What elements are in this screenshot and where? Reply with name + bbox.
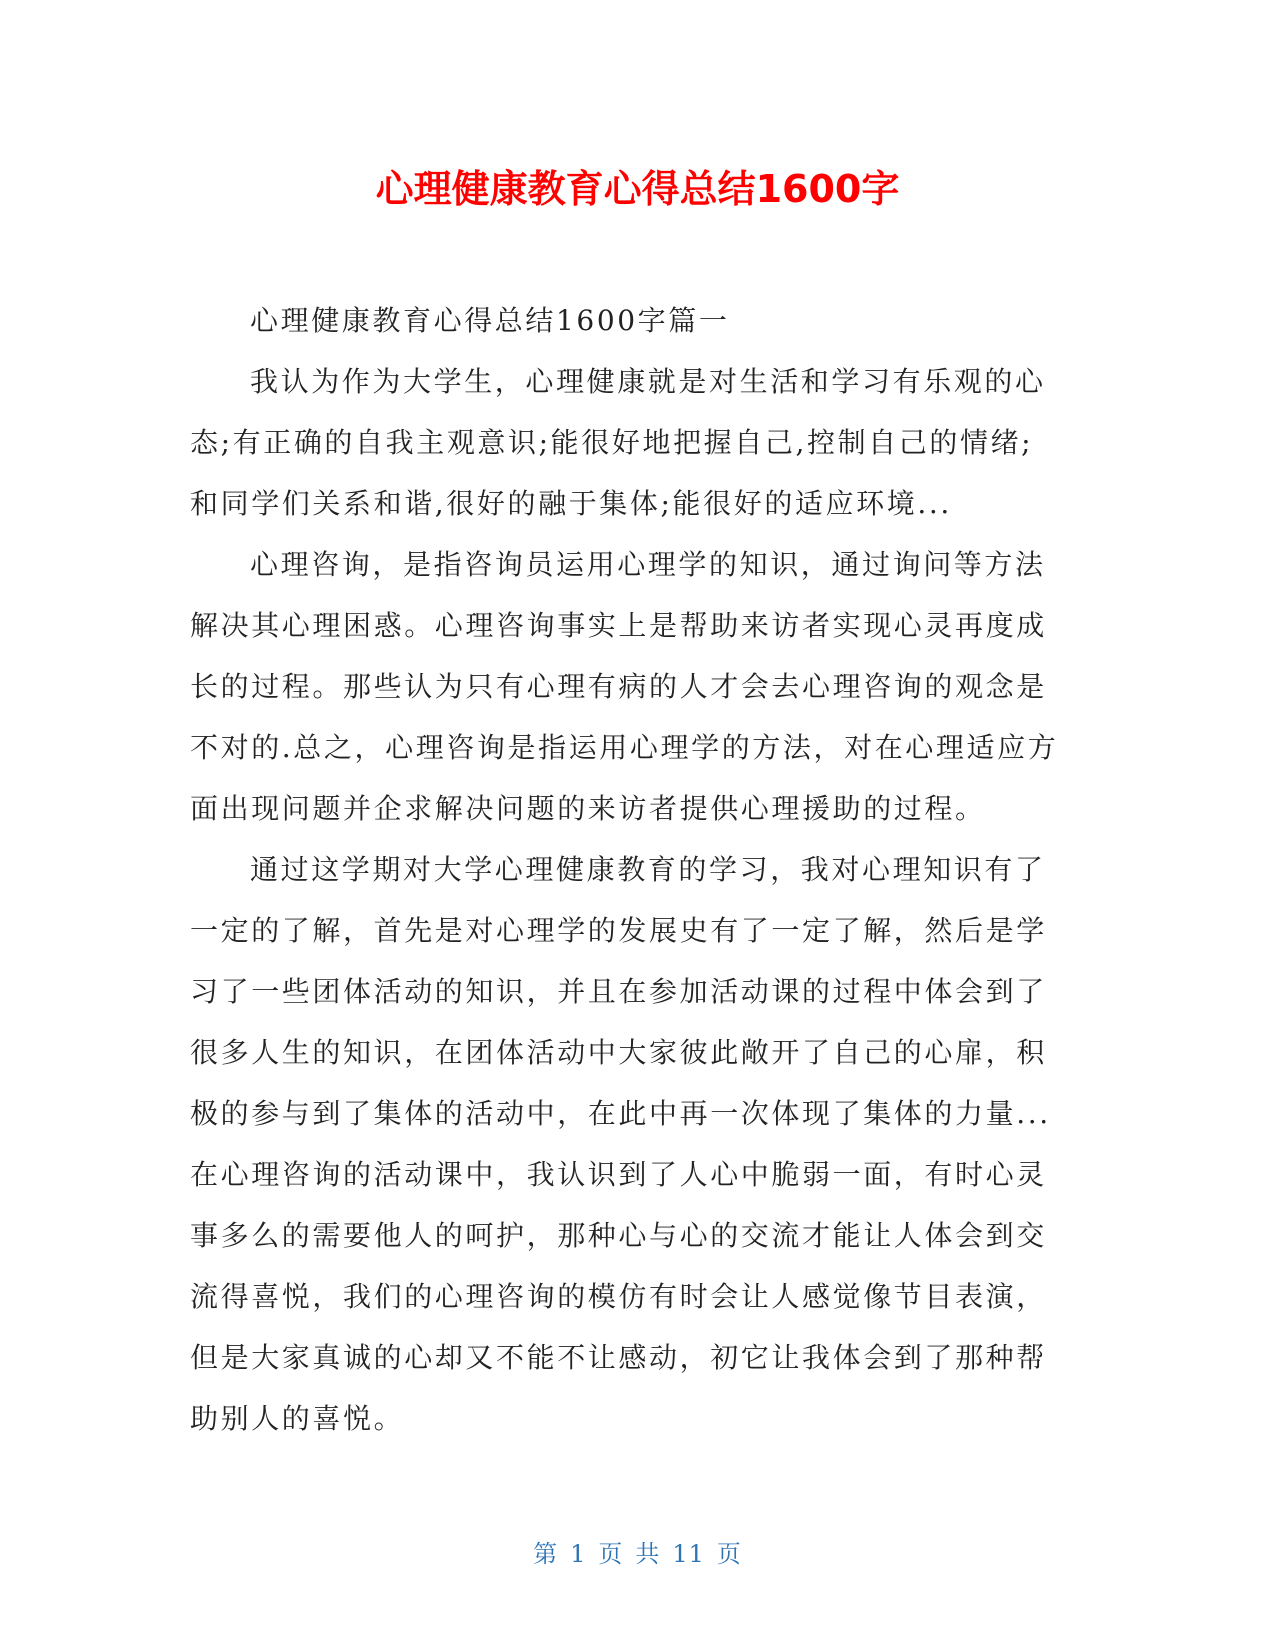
section-heading: 心理健康教育心得总结1600字篇一 xyxy=(250,304,730,337)
footer-current-page: 1 xyxy=(570,1540,587,1568)
footer-total-pages: 11 xyxy=(672,1540,705,1568)
paragraph-line: 助别人的喜悦。 xyxy=(190,1402,405,1435)
paragraph-line: 面出现问题并企求解决问题的来访者提供心理援助的过程。 xyxy=(190,792,986,825)
footer-pages-unit: 页 xyxy=(716,1540,742,1568)
footer-total-label: 共 xyxy=(635,1540,661,1568)
paragraph-line: 事多么的需要他人的呵护，那种心与心的交流才能让人体会到交 xyxy=(190,1219,1047,1252)
document-body xyxy=(190,290,1070,1449)
paragraph-line: 通过这学期对大学心理健康教育的学习，我对心理知识有了 xyxy=(250,853,1046,886)
paragraph-line: 我认为作为大学生，心理健康就是对生活和学习有乐观的心 xyxy=(250,365,1046,398)
footer-page-label: 第 xyxy=(533,1540,559,1568)
paragraph-line: 流得喜悦，我们的心理咨询的模仿有时会让人感觉像节目表演， xyxy=(190,1280,1047,1313)
paragraph-line: 习了一些团体活动的知识，并且在参加活动课的过程中体会到了 xyxy=(190,975,1047,1008)
document-title: 心理健康教育心得总结1600字 xyxy=(375,167,900,211)
paragraph-line: 一定的了解，首先是对心理学的发展史有了一定了解，然后是学 xyxy=(190,914,1047,947)
paragraph-line: 和同学们关系和谐,很好的融于集体;能很好的适应环境... xyxy=(190,487,952,520)
paragraph-line: 很多人生的知识，在团体活动中大家彼此敞开了自己的心扉，积 xyxy=(190,1036,1047,1069)
paragraph-line: 但是大家真诚的心却又不能不让感动，初它让我体会到了那种帮 xyxy=(190,1341,1047,1374)
paragraph-line: 解决其心理困惑。心理咨询事实上是帮助来访者实现心灵再度成 xyxy=(190,609,1047,642)
paragraph-line: 在心理咨询的活动课中，我认识到了人心中脆弱一面，有时心灵 xyxy=(190,1158,1047,1191)
page-footer xyxy=(0,1539,1275,1569)
paragraph-line: 极的参与到了集体的活动中，在此中再一次体现了集体的力量... xyxy=(190,1097,1051,1130)
paragraph-line: 不对的.总之，心理咨询是指运用心理学的方法，对在心理适应方 xyxy=(190,731,1059,764)
paragraph-line: 心理咨询，是指咨询员运用心理学的知识，通过询问等方法 xyxy=(250,548,1046,581)
paragraph-line: 长的过程。那些认为只有心理有病的人才会去心理咨询的观念是 xyxy=(190,670,1047,703)
paragraph-line: 态;有正确的自我主观意识;能很好地把握自己,控制自己的情绪; xyxy=(190,426,1034,459)
footer-page-unit: 页 xyxy=(598,1540,624,1568)
